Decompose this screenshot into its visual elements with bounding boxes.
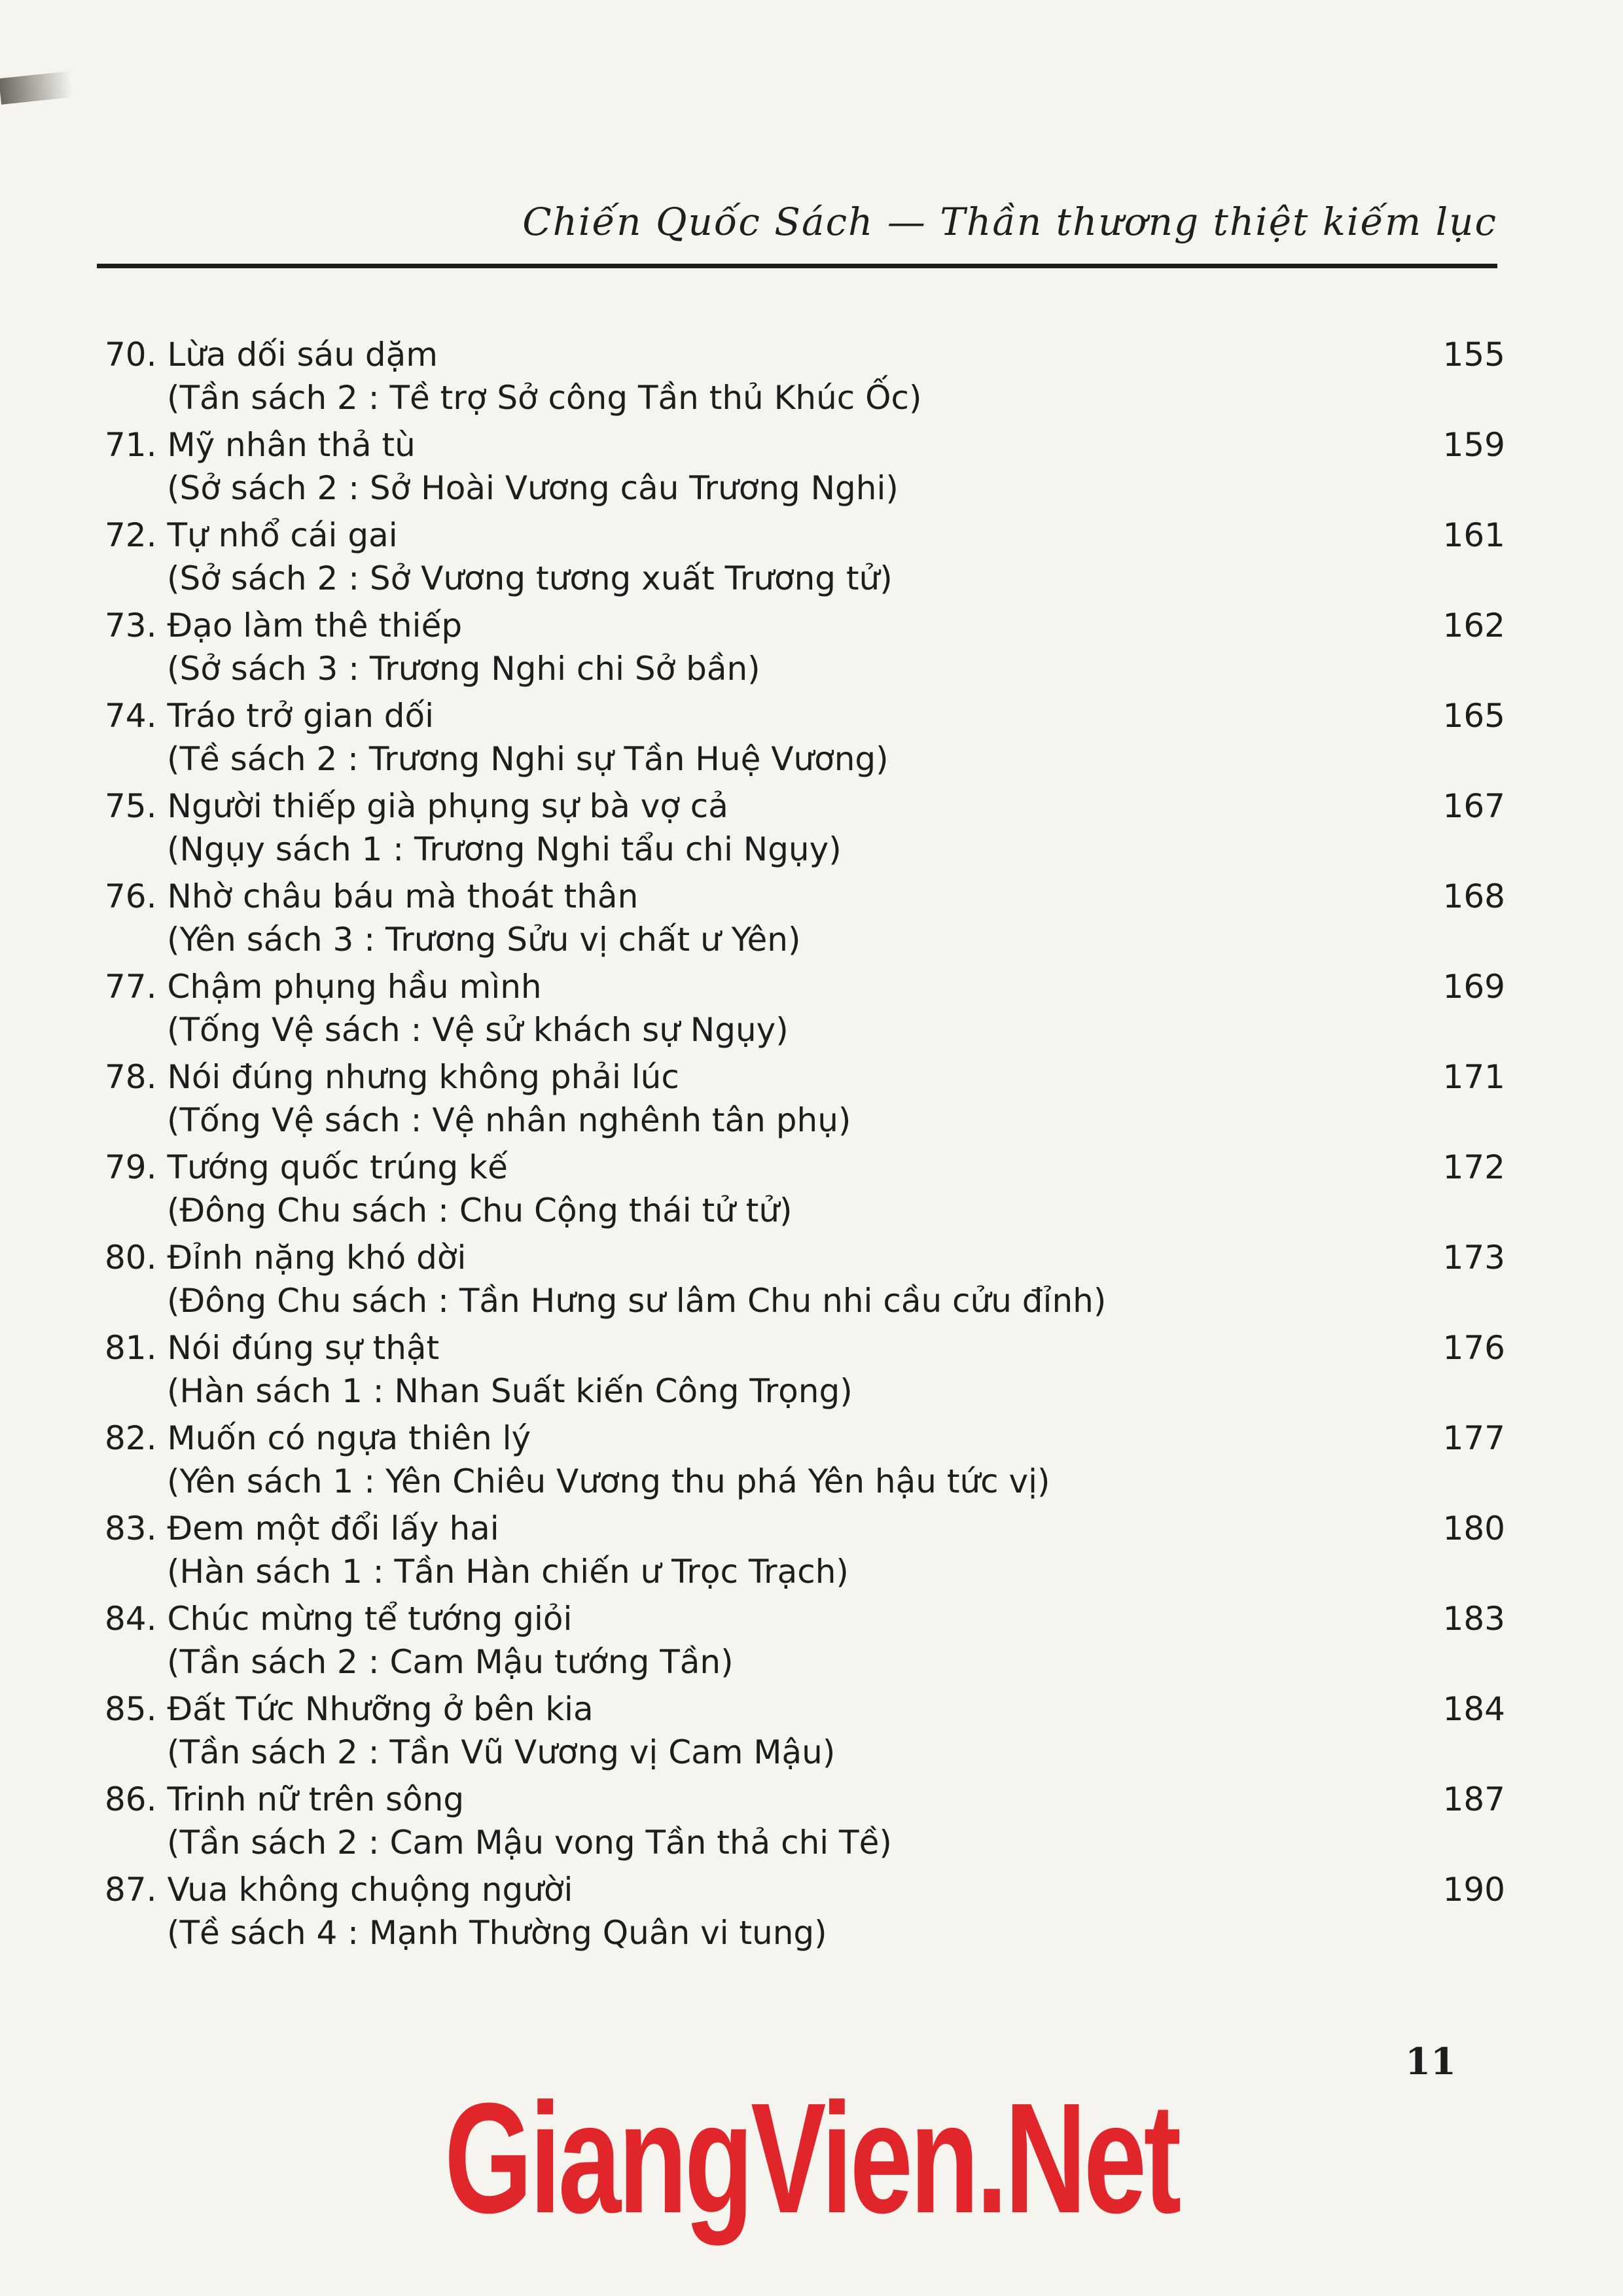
- toc-entry-title: [105, 1869, 573, 1911]
- toc-entry-title-text: Đạo làm thê thiếp: [167, 607, 463, 645]
- toc-entry: [105, 1056, 1505, 1146]
- toc-entry: [105, 1146, 1505, 1237]
- toc-entry-page: 162: [1442, 607, 1505, 645]
- toc-entry-title-text: Vua không chuộng người: [167, 1871, 573, 1909]
- page-number: 11: [1405, 2040, 1456, 2083]
- toc-entry-number: 82.: [105, 1419, 157, 1457]
- toc-entry: [105, 966, 1505, 1056]
- toc-entry-title-text: Trinh nữ trên sông: [167, 1780, 465, 1818]
- toc-entry: [105, 514, 1505, 605]
- toc-entry-title: [105, 334, 438, 376]
- toc-entry: [105, 424, 1505, 514]
- toc-entry-source: (Tống Vệ sách : Vệ sử khách sự Ngụy): [167, 1011, 789, 1049]
- toc-entry-number: 70.: [105, 336, 157, 374]
- toc-entry-title: [105, 875, 638, 917]
- toc-entry-source: (Hàn sách 1 : Tần Hàn chiến ư Trọc Trạch): [167, 1553, 849, 1591]
- toc-entry-number: 78.: [105, 1058, 157, 1096]
- toc-entry-source: (Yên sách 1 : Yên Chiêu Vương thu phá Yên hậu tức vị): [167, 1462, 1050, 1500]
- toc-entry-page: 190: [1442, 1871, 1505, 1909]
- toc-entry-number: 81.: [105, 1329, 157, 1367]
- toc-entry-title: [105, 1417, 531, 1459]
- toc-entry-number: 74.: [105, 697, 157, 735]
- toc-entry-number: 71.: [105, 426, 157, 464]
- toc-entry-page: 171: [1442, 1058, 1505, 1096]
- toc-entry-source: (Tần sách 2 : Tần Vũ Vương vị Cam Mậu): [167, 1733, 836, 1771]
- toc-entry-title: [105, 605, 462, 646]
- toc-entry-number: 80.: [105, 1239, 157, 1277]
- toc-entry-source: (Đông Chu sách : Tần Hưng sư lâm Chu nhi cầu cửu đỉnh): [167, 1282, 1107, 1320]
- table-of-contents: [105, 334, 1505, 1959]
- toc-entry-page: 172: [1442, 1148, 1505, 1186]
- toc-entry: [105, 695, 1505, 785]
- toc-entry-source: (Tần sách 2 : Cam Mậu vong Tần thả chi Tề): [167, 1824, 892, 1862]
- toc-entry-source: (Sở sách 2 : Sở Hoài Vương câu Trương Nghi): [167, 469, 899, 507]
- toc-entry-source: (Tề sách 4 : Mạnh Thường Quân vi tung): [167, 1914, 827, 1952]
- toc-entry-title-text: Nhờ châu báu mà thoát thân: [167, 877, 639, 915]
- toc-entry-title: [105, 695, 434, 737]
- toc-entry-source: (Tần sách 2 : Tề trợ Sở công Tần thủ Khúc Ốc): [167, 379, 922, 417]
- toc-entry: [105, 785, 1505, 875]
- toc-entry-page: 184: [1442, 1690, 1505, 1728]
- toc-entry-page: 183: [1442, 1600, 1505, 1638]
- toc-entry-title-text: Muốn có ngựa thiên lý: [167, 1419, 531, 1457]
- toc-entry-title-text: Đem một đổi lấy hai: [167, 1510, 499, 1547]
- toc-entry-title-text: Tráo trở gian dối: [167, 697, 435, 735]
- toc-entry-source: (Hàn sách 1 : Nhan Suất kiến Công Trọng): [167, 1372, 853, 1410]
- toc-entry-number: 77.: [105, 968, 157, 1006]
- toc-entry-source: (Sở sách 2 : Sở Vương tương xuất Trương tử): [167, 559, 893, 597]
- toc-entry-title-text: Tướng quốc trúng kế: [167, 1148, 508, 1186]
- toc-entry-title: [105, 1146, 508, 1188]
- toc-entry-number: 84.: [105, 1600, 157, 1638]
- toc-entry-source: (Yên sách 3 : Trương Sửu vị chất ư Yên): [167, 921, 801, 959]
- toc-entry: [105, 1598, 1505, 1688]
- toc-entry-page: 167: [1442, 787, 1505, 825]
- toc-entry-source: (Tần sách 2 : Cam Mậu tướng Tần): [167, 1643, 734, 1681]
- toc-entry-number: 72.: [105, 516, 157, 554]
- toc-entry-title-text: Chậm phụng hầu mình: [167, 968, 542, 1006]
- toc-entry-number: 73.: [105, 607, 157, 645]
- toc-entry: [105, 875, 1505, 966]
- toc-entry-title: [105, 1688, 594, 1730]
- toc-entry-number: 87.: [105, 1871, 157, 1909]
- toc-entry: [105, 1327, 1505, 1417]
- header-rule: [97, 264, 1497, 268]
- toc-entry-title-text: Nói đúng nhưng không phải lúc: [167, 1058, 679, 1096]
- toc-entry-title: [105, 514, 398, 556]
- toc-entry: [105, 1417, 1505, 1508]
- toc-entry-page: 187: [1442, 1780, 1505, 1818]
- toc-entry-source: (Đông Chu sách : Chu Cộng thái tử tử): [167, 1192, 793, 1229]
- running-header: Chiến Quốc Sách — Thần thương thiệt kiếm lục: [522, 200, 1497, 244]
- toc-entry-title-text: Chúc mừng tể tướng giỏi: [167, 1600, 573, 1638]
- toc-entry-page: 165: [1442, 697, 1505, 735]
- toc-entry-number: 86.: [105, 1780, 157, 1818]
- toc-entry-source: (Tề sách 2 : Trương Nghi sự Tần Huệ Vương): [167, 740, 889, 778]
- toc-entry-title-text: Nói đúng sự thật: [167, 1329, 440, 1367]
- toc-entry-page: 176: [1442, 1329, 1505, 1367]
- toc-entry-page: 180: [1442, 1510, 1505, 1547]
- toc-entry: [105, 605, 1505, 695]
- page-corner-shadow: [0, 71, 73, 105]
- toc-entry-title: [105, 1778, 464, 1820]
- toc-entry-page: 161: [1442, 516, 1505, 554]
- toc-entry: [105, 1688, 1505, 1778]
- toc-entry-title: [105, 1598, 572, 1640]
- toc-entry-title: [105, 1056, 679, 1098]
- toc-entry-page: 155: [1442, 336, 1505, 374]
- toc-entry-title-text: Đất Tức Nhưỡng ở bên kia: [167, 1690, 594, 1728]
- toc-entry-title-text: Người thiếp già phụng sự bà vợ cả: [167, 787, 728, 825]
- toc-entry: [105, 1778, 1505, 1869]
- toc-entry-title-text: Lừa dối sáu dặm: [167, 336, 438, 374]
- toc-entry-source: (Tống Vệ sách : Vệ nhân nghênh tân phụ): [167, 1101, 851, 1139]
- toc-entry-number: 83.: [105, 1510, 157, 1547]
- toc-entry-title-text: Tự nhổ cái gai: [167, 516, 398, 554]
- toc-entry-page: 169: [1442, 968, 1505, 1006]
- toc-entry-source: (Sở sách 3 : Trương Nghi chi Sở bần): [167, 650, 760, 688]
- toc-entry-number: 79.: [105, 1148, 157, 1186]
- toc-entry-title: [105, 1508, 499, 1549]
- toc-entry-page: 173: [1442, 1239, 1505, 1277]
- watermark-logo: GiangVien.Net: [444, 2070, 1179, 2246]
- toc-entry-title: [105, 966, 542, 1008]
- toc-entry-title: [105, 1237, 466, 1279]
- toc-entry-page: 168: [1442, 877, 1505, 915]
- toc-entry-page: 159: [1442, 426, 1505, 464]
- toc-entry-number: 75.: [105, 787, 157, 825]
- toc-entry-source: (Ngụy sách 1 : Trương Nghi tẩu chi Ngụy): [167, 830, 842, 868]
- toc-entry-number: 85.: [105, 1690, 157, 1728]
- toc-entry-title: [105, 1327, 439, 1369]
- toc-entry-title-text: Mỹ nhân thả tù: [167, 426, 416, 464]
- toc-entry: [105, 334, 1505, 424]
- toc-entry-number: 76.: [105, 877, 157, 915]
- toc-entry-page: 177: [1442, 1419, 1505, 1457]
- toc-entry-title-text: Đỉnh nặng khó dời: [167, 1239, 467, 1277]
- toc-entry: [105, 1237, 1505, 1327]
- toc-entry-title: [105, 785, 728, 827]
- toc-entry-title: [105, 424, 416, 466]
- toc-entry: [105, 1508, 1505, 1598]
- toc-entry: [105, 1869, 1505, 1959]
